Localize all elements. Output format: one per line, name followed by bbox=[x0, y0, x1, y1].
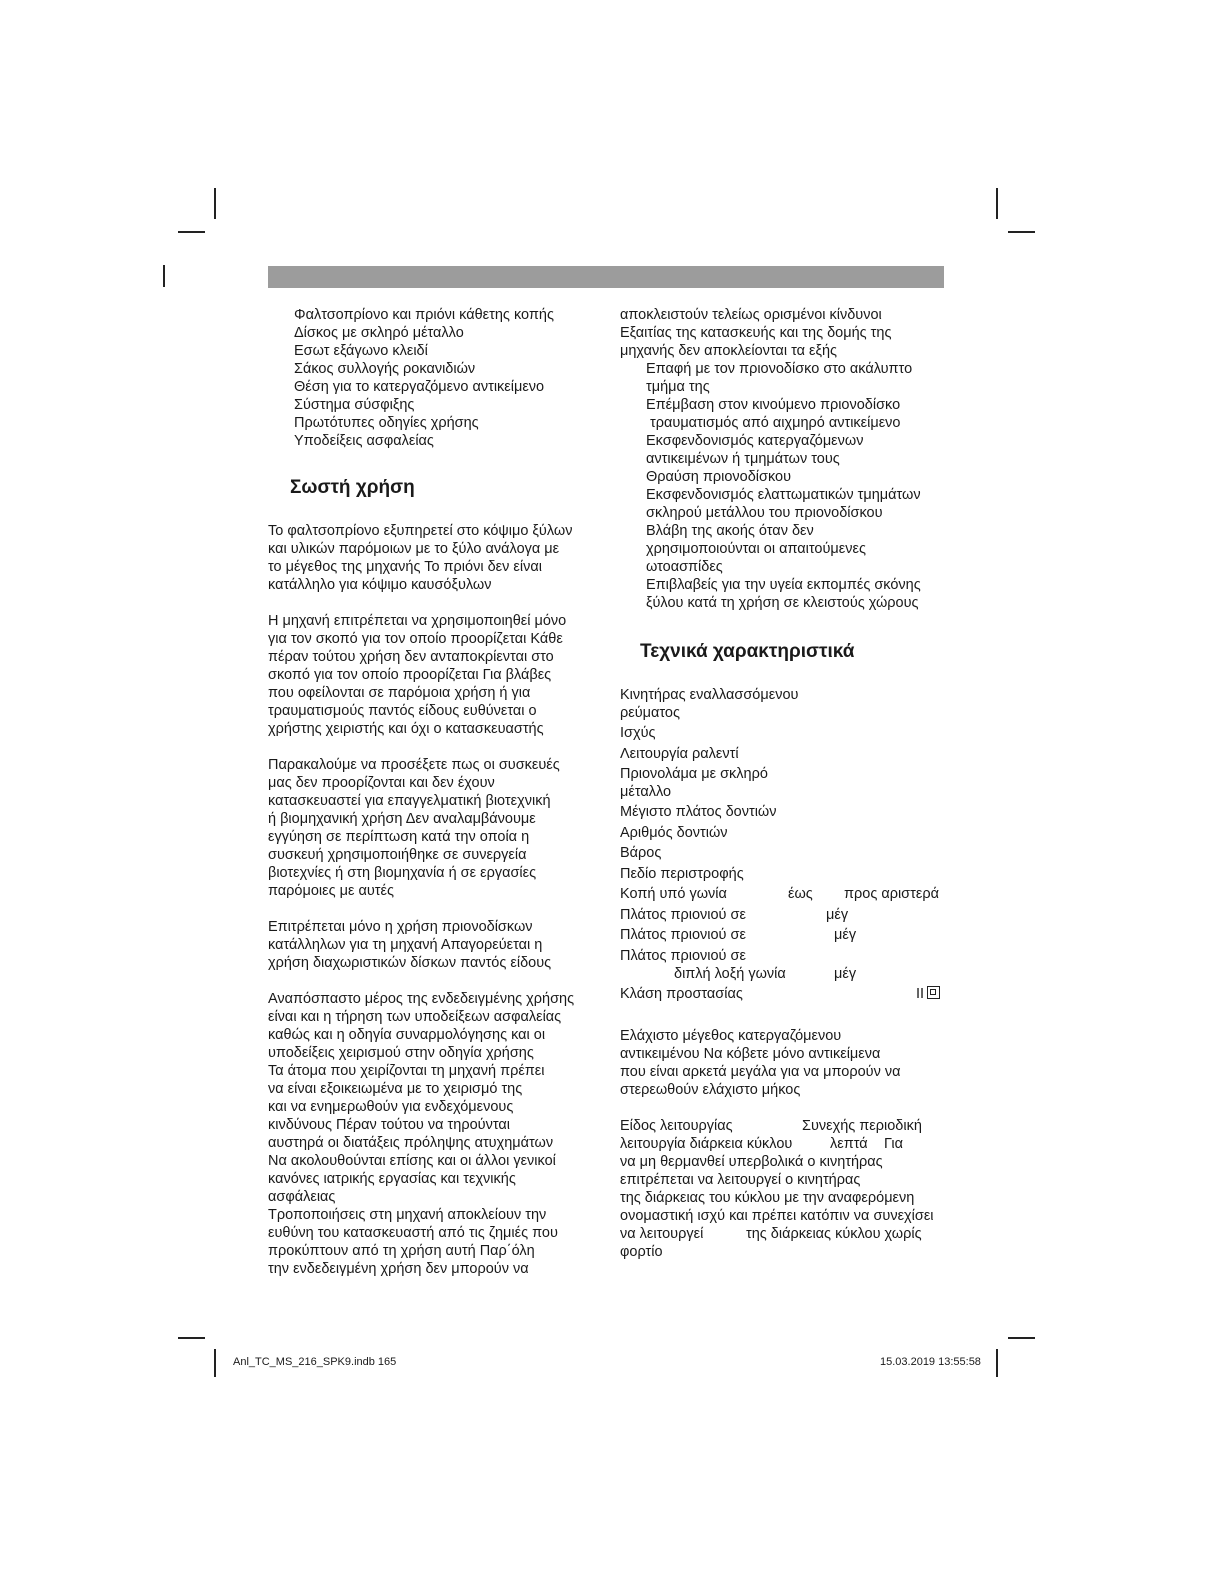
spec-row bbox=[620, 906, 950, 927]
text-line: της διάρκειας του κύκλου με την αναφερόμενη bbox=[620, 1190, 915, 1206]
section-heading-technical-data: Τεχνικά χαρακτηριστικά bbox=[640, 641, 855, 662]
list-item: Επέμβαση στον κινούμενο πριονοδίσκο bbox=[646, 397, 901, 413]
spec-row bbox=[620, 985, 950, 1006]
text-line: τραυματισμούς παντός είδους ευθύνεται ο bbox=[268, 703, 537, 719]
text-line: να μη θερμανθεί υπερβολικά ο κινητήρας bbox=[620, 1154, 883, 1170]
list-item: Βλάβη της ακοής όταν δεν bbox=[646, 523, 814, 539]
list-item: Εκσφενδονισμός κατεργαζόμενων bbox=[646, 433, 864, 449]
parts-list bbox=[268, 306, 588, 450]
list-item: Θραύση πριονοδίσκου bbox=[646, 469, 792, 485]
text-line: επιτρέπεται να λειτουργεί ο κινητήρας bbox=[620, 1172, 861, 1188]
text-line: παρόμοιες με αυτές bbox=[268, 883, 394, 899]
paragraph bbox=[268, 990, 588, 1278]
list-item: Επιβλαβείς για την υγεία εκπομπές σκόνης bbox=[646, 577, 921, 593]
spec-label: Πριονολάμα με σκληρό μέταλλο bbox=[620, 766, 768, 800]
text-line: Επιτρέπεται μόνο η χρήση πριονοδίσκων bbox=[268, 919, 533, 935]
list-item: Θέση για το κατεργαζόμενο αντικείμενο bbox=[294, 379, 545, 395]
text-line: κανόνες ιατρικής εργασίας και τεχνικής bbox=[268, 1171, 516, 1187]
footer-file: Anl_TC_MS_216_SPK9.indb 165 bbox=[233, 1356, 397, 1368]
spec-row bbox=[620, 844, 950, 865]
protection-class-value: II bbox=[916, 985, 940, 1003]
text-line: μηχανής δεν αποκλείονται τα εξής bbox=[620, 343, 838, 359]
text-line: που οφείλονται σε παρόμοια χρήση ή για bbox=[268, 685, 531, 701]
list-item: ξύλου κατά τη χρήση σε κλειστούς χώρους bbox=[646, 595, 919, 611]
spec-label: Μέγιστο πλάτος δοντιών bbox=[620, 804, 777, 820]
text-line: ασφάλειας bbox=[268, 1189, 336, 1205]
spec-row bbox=[620, 824, 950, 845]
text-line: χρήστης χειριστής και όχι ο κατασκευαστής bbox=[268, 721, 544, 737]
spec-label: Κοπή υπό γωνία bbox=[620, 886, 727, 902]
spec-row bbox=[620, 803, 950, 824]
paragraph bbox=[620, 1117, 950, 1261]
text-line: αποκλειστούν τελείως ορισμένοι κίνδυνοι bbox=[620, 307, 882, 323]
spec-value: μέγ bbox=[826, 906, 849, 923]
text-line: Παρακαλούμε να προσέξετε πως οι συσκευές bbox=[268, 757, 560, 773]
spec-row bbox=[620, 947, 950, 985]
text-line: και να ενημερωθούν για ενδεχόμενους bbox=[268, 1099, 514, 1115]
text-line: να λειτουργεί της διάρκειας κύκλου χωρίς bbox=[620, 1226, 922, 1242]
text-line: βιοτεχνίες ή στη βιομηχανία ή σε εργασίες bbox=[268, 865, 537, 881]
spec-label: Βάρος bbox=[620, 845, 662, 861]
spec-row bbox=[620, 765, 950, 803]
spec-label: Αριθμός δοντιών bbox=[620, 824, 728, 841]
spec-table bbox=[620, 686, 950, 1005]
list-item: Πρωτότυπες οδηγίες χρήσης bbox=[294, 415, 479, 431]
text-line: χρήση διαχωριστικών δίσκων παντός είδους bbox=[268, 955, 552, 971]
list-item: Εκσφενδονισμός ελαττωματικών τμημάτων bbox=[646, 487, 921, 503]
text-line: στερεωθούν ελάχιστο μήκος bbox=[620, 1082, 801, 1098]
spec-row bbox=[620, 885, 950, 906]
crop-mark bbox=[996, 1349, 998, 1377]
spec-label: Πεδίο περιστροφής bbox=[620, 865, 744, 882]
spec-label: Πλάτος πριονιού σε bbox=[620, 906, 746, 923]
crop-mark bbox=[996, 188, 998, 219]
text-line: κατάλληλο για κόψιμο καυσόξυλων bbox=[268, 577, 492, 593]
text-line: ή βιομηχανική χρήση Δεν αναλαμβάνουμε bbox=[268, 811, 536, 827]
paragraph bbox=[620, 306, 950, 360]
spec-label: Ισχύς bbox=[620, 725, 656, 741]
text-line: καθώς και η οδηγία συναρμολόγησης και οι bbox=[268, 1027, 546, 1043]
paragraph bbox=[268, 918, 588, 972]
spec-row bbox=[620, 926, 950, 947]
spec-value: έως bbox=[788, 886, 813, 902]
list-item: σκληρού μετάλλου του πριονοδίσκου bbox=[646, 505, 883, 521]
text-line: Ελάχιστο μέγεθος κατεργαζόμενου bbox=[620, 1028, 842, 1044]
text-line: πέραν τούτου χρήση δεν ανταποκρίενται στο bbox=[268, 649, 554, 665]
right-column bbox=[620, 306, 950, 1261]
text-line: είναι και η τήρηση των υποδείξεων ασφαλείας bbox=[268, 1009, 562, 1025]
text-line: Να ακολουθούνται επίσης και οι άλλοι γενικοί bbox=[268, 1153, 556, 1169]
spec-value: μέγ bbox=[834, 927, 857, 943]
crop-mark bbox=[1008, 1337, 1035, 1339]
text-line: αντικειμένου Να κόβετε μόνο αντικείμενα bbox=[620, 1046, 881, 1062]
spec-row bbox=[620, 865, 950, 886]
section-heading-correct-use: Σωστή χρήση bbox=[290, 477, 415, 498]
risk-list bbox=[620, 360, 950, 612]
text-line: και υλικών παρόμοιων με το ξύλο ανάλογα με bbox=[268, 541, 560, 557]
text-line: μας δεν προορίζονται και δεν έχουν bbox=[268, 775, 495, 791]
text-line: για τον σκοπό για τον οποίο προορίζεται Κάθε bbox=[268, 631, 563, 647]
list-item: Εσωτ εξάγωνο κλειδί bbox=[294, 343, 428, 359]
text-line: το μέγεθος της μηχανής Το πριόνι δεν είναι bbox=[268, 559, 542, 575]
double-insulation-icon bbox=[927, 986, 940, 999]
text-line: κινδύνους Πέραν τούτου να τηρούνται bbox=[268, 1117, 510, 1133]
paragraph bbox=[268, 612, 588, 738]
text-line: υποδείξεις χειρισμού στην οδηγία χρήσης bbox=[268, 1045, 534, 1061]
left-column bbox=[268, 306, 588, 1278]
text-line: κατασκευαστεί για επαγγελματική βιοτεχνική bbox=[268, 793, 551, 809]
list-item: αντικειμένων ή τμημάτων τους bbox=[646, 451, 840, 467]
text-line: συσκευή χρησιμοποιήθηκε σε συνεργεία bbox=[268, 847, 527, 863]
text-line: Είδος λειτουργίας Συνεχής περιοδική bbox=[620, 1118, 922, 1134]
crop-mark bbox=[178, 231, 205, 233]
crop-mark bbox=[163, 265, 165, 287]
text-line: ονομαστική ισχύ και πρέπει κατόπιν να συνεχίσει bbox=[620, 1208, 934, 1224]
spec-row bbox=[620, 686, 950, 724]
header-bar bbox=[268, 266, 944, 288]
crop-mark bbox=[178, 1337, 205, 1339]
paragraph bbox=[268, 756, 588, 900]
text-line: Εξαιτίας της κατασκευής και της δομής της bbox=[620, 325, 892, 341]
text-line: Τροποποιήσεις στη μηχανή αποκλείουν την bbox=[268, 1207, 547, 1223]
spec-label: Κινητήρας εναλλασσόμενου ρεύματος bbox=[620, 687, 799, 721]
footer-date: 15.03.2019 13:55:58 bbox=[880, 1356, 981, 1368]
text-line: προκύπτουν από τη χρήση αυτή Παρ΄όλη bbox=[268, 1243, 535, 1259]
crop-mark bbox=[214, 1349, 216, 1377]
spec-row bbox=[620, 724, 950, 745]
list-item: τραυματισμός από αιχμηρό αντικείμενο bbox=[646, 415, 901, 431]
list-item: ωτοασπίδες bbox=[646, 559, 723, 575]
spec-label: Κλάση προστασίας bbox=[620, 985, 743, 1002]
text-line: εγγύηση σε περίπτωση κατά την οποία η bbox=[268, 829, 530, 845]
text-line: κατάλληλων για τη μηχανή Απαγορεύεται η bbox=[268, 937, 543, 953]
spec-row bbox=[620, 745, 950, 766]
list-item: Σύστημα σύσφιξης bbox=[294, 397, 415, 413]
list-item: Υποδείξεις ασφαλείας bbox=[294, 433, 434, 449]
text-line: ευθύνη του κατασκευαστή από τις ζημιές που bbox=[268, 1225, 558, 1241]
spec-label: Πλάτος πριονιού σε διπλή λοξή γωνία bbox=[620, 947, 786, 982]
spec-value: προς αριστερά bbox=[844, 886, 939, 902]
text-line: την ενδεδειγμένη χρήση δεν μπορούν να bbox=[268, 1261, 529, 1277]
text-line: σκοπό για τον οποίο προορίζεται Για βλάβες bbox=[268, 667, 552, 683]
text-line: αυστηρά οι διατάξεις πρόληψης ατυχημάτων bbox=[268, 1135, 554, 1151]
list-item: Φαλτσοπρίονο και πριόνι κάθετης κοπής bbox=[294, 307, 554, 323]
crop-mark bbox=[1008, 231, 1035, 233]
spec-value: μέγ bbox=[834, 965, 857, 982]
spec-label: Λειτουργία ραλεντί bbox=[620, 745, 739, 762]
spec-label: Πλάτος πριονιού σε bbox=[620, 927, 746, 943]
crop-mark bbox=[214, 188, 216, 219]
list-item: Σάκος συλλογής ροκανιδιών bbox=[294, 361, 476, 377]
paragraph bbox=[620, 1027, 950, 1099]
list-item: χρησιμοποιούνται οι απαιτούμενες bbox=[646, 541, 866, 557]
text-line: Το φαλτσοπρίονο εξυπηρετεί στο κόψιμο ξύλων bbox=[268, 523, 573, 539]
text-line: Τα άτομα που χειρίζονται τη μηχανή πρέπει bbox=[268, 1063, 545, 1079]
text-line: Η μηχανή επιτρέπεται να χρησιμοποιηθεί μόνο bbox=[268, 613, 567, 629]
list-item: Επαφή με τον πριονοδίσκο στο ακάλυπτο bbox=[646, 361, 913, 377]
text-line: να είναι εξοικειωμένα με το χειρισμό της bbox=[268, 1081, 523, 1097]
text-line: που είναι αρκετά μεγάλα για να μπορούν να bbox=[620, 1064, 901, 1080]
paragraph bbox=[268, 522, 588, 594]
text-line: Αναπόσπαστο μέρος της ενδεδειγμένης χρήσης bbox=[268, 991, 575, 1007]
text-line: φορτίο bbox=[620, 1244, 663, 1260]
list-item: τμήμα της bbox=[646, 379, 710, 395]
list-item: Δίσκος με σκληρό μέταλλο bbox=[294, 325, 464, 341]
text-line: λειτουργία διάρκεια κύκλου λεπτά Για bbox=[620, 1136, 903, 1152]
